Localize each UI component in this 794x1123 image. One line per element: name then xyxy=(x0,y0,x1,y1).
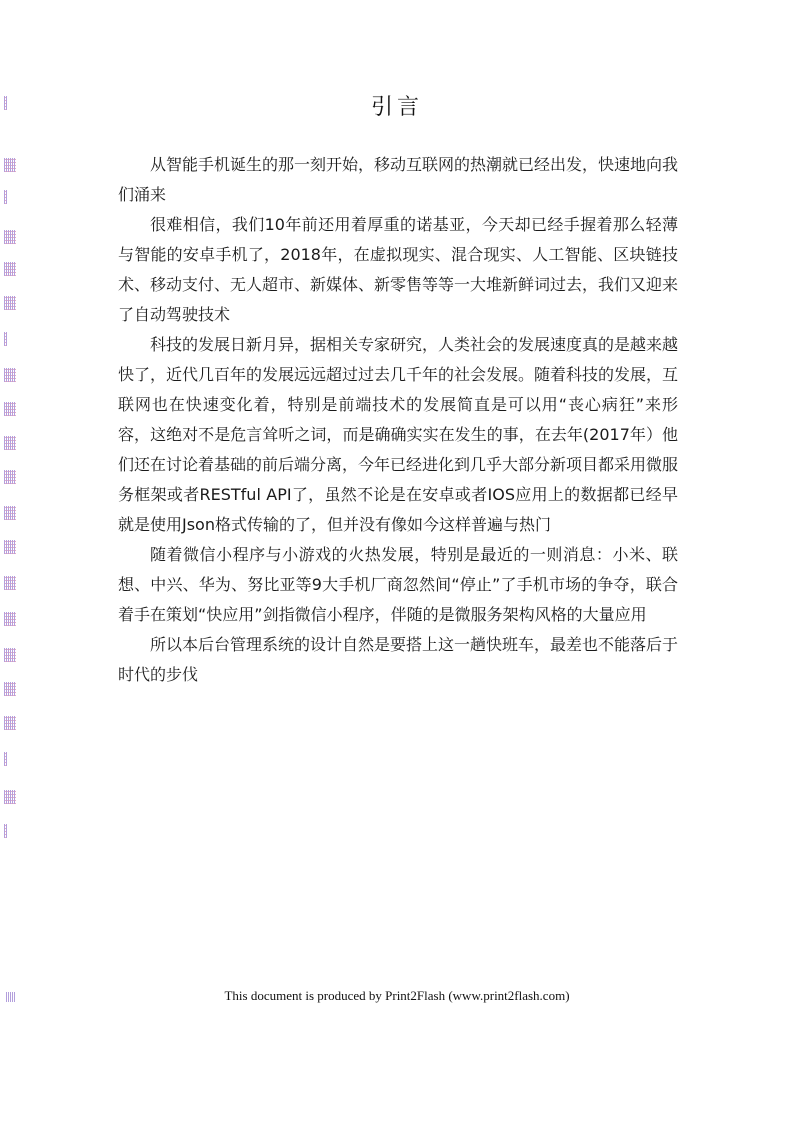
margin-mark xyxy=(4,296,16,310)
margin-mark xyxy=(4,402,16,416)
margin-mark xyxy=(4,436,16,450)
margin-mark xyxy=(4,682,16,696)
margin-mark xyxy=(4,576,16,590)
margin-mark xyxy=(4,752,7,766)
page-title: 引言 xyxy=(370,95,423,120)
paragraph: 随着微信小程序与小游戏的火热发展，特别是最近的一则消息：小米、联想、中兴、华为、努比亚等9大手机厂商忽然间“停止”了手机市场的争夺，联合着手在策划“快应用”剑指微信小程序，伴随的是微服务架构风格的大量应用 xyxy=(118,545,678,624)
margin-mark xyxy=(4,158,16,172)
footer-note: This document is produced by Print2Flash (www.print2flash.com) xyxy=(224,988,570,1003)
margin-mark xyxy=(4,262,16,276)
margin-mark xyxy=(4,540,16,554)
margin-mark xyxy=(4,332,7,346)
margin-mark xyxy=(4,368,16,382)
margin-mark xyxy=(4,648,16,662)
paragraph: 所以本后台管理系统的设计自然是要搭上这一趟快班车，最差也不能落后于时代的步伐 xyxy=(118,635,679,684)
document-body xyxy=(118,150,678,690)
margin-mark xyxy=(4,612,16,626)
margin-mark xyxy=(4,790,16,804)
margin-mark xyxy=(4,470,16,484)
margin-mark xyxy=(4,506,16,520)
margin-mark xyxy=(4,190,7,204)
paragraph: 很难相信，我们10年前还用着厚重的诺基亚，今天却已经手握着那么轻薄与智能的安卓手机了，2018年，在虚拟现实、混合现实、人工智能、区块链技术、移动支付、无人超市、新媒体、新零售等等一大堆新鲜词过去，我们又迎来了自动驾驶技术 xyxy=(118,215,679,324)
margin-mark xyxy=(4,230,16,244)
margin-mark xyxy=(4,824,7,838)
paragraph: 科技的发展日新月异，据相关专家研究，人类社会的发展速度真的是越来越快了，近代几百年的发展远远超过过去几千年的社会发展。随着科技的发展，互联网也在快速变化着，特别是前端技术的发展简直是可以用“丧心病狂”来形容，这绝对不是危言耸听之词，而是确确实实在发生的事，在去年(2017年）他们还在讨论着基础的前后端分离，今年已经进化到几乎大部分新项目都采用微服务框架或者RESTful API了，虽然不论是在安卓或者IOS应用上的数据都已经早就是使用Json格式传输的了，但并没有像如今这样普遍与热门 xyxy=(118,335,679,534)
margin-mark xyxy=(4,716,16,730)
paragraph: 从智能手机诞生的那一刻开始，移动互联网的热潮就已经出发，快速地向我们涌来 xyxy=(118,155,679,204)
